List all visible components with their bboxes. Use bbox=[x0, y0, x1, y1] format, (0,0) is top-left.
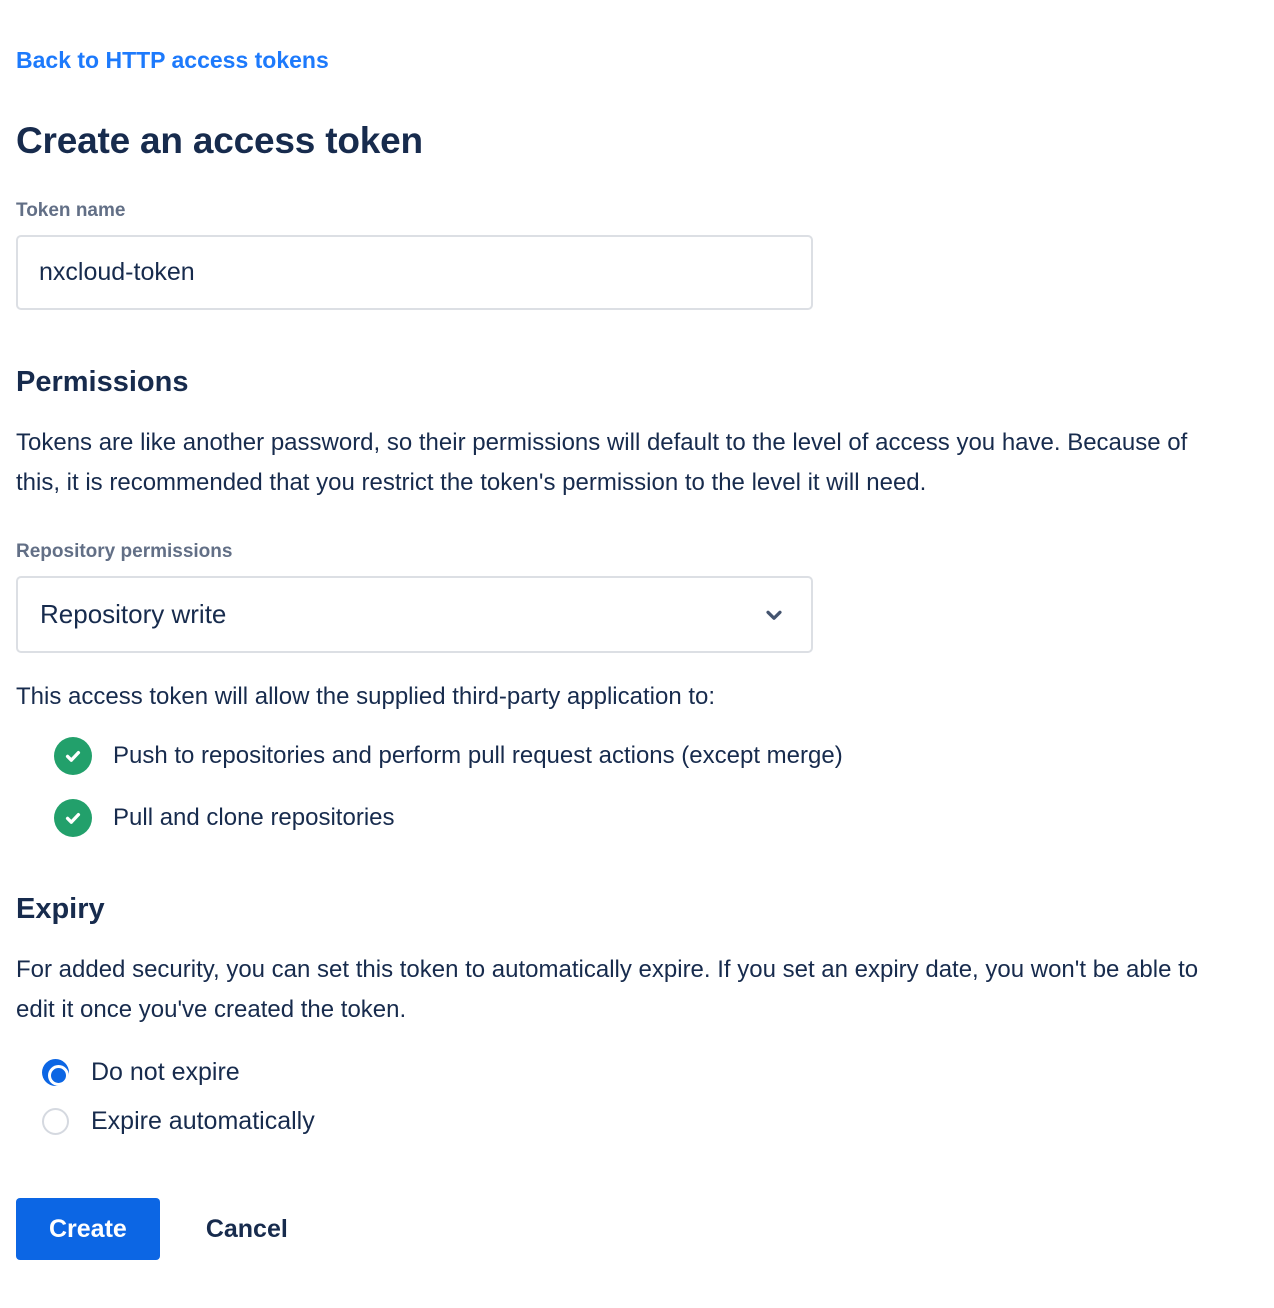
capability-label: Pull and clone repositories bbox=[113, 804, 395, 831]
expiry-heading: Expiry bbox=[16, 893, 105, 925]
page-title: Create an access token bbox=[16, 120, 423, 161]
permissions-description: Tokens are like another password, so their permissions will default to the level of access you have. Because of this, it is recommended that you restrict the token's permission to the level it will need. bbox=[16, 429, 1188, 496]
radio-label: Do not expire bbox=[91, 1058, 240, 1086]
radio-label: Expire automatically bbox=[91, 1107, 315, 1135]
chevron-down-icon bbox=[761, 602, 787, 628]
form-actions bbox=[16, 1198, 1258, 1260]
check-icon bbox=[54, 737, 92, 775]
repository-permissions-selected-value: Repository write bbox=[40, 599, 227, 629]
check-icon bbox=[54, 799, 92, 837]
radio-selected-icon[interactable] bbox=[42, 1059, 69, 1086]
repository-permissions-select[interactable] bbox=[16, 576, 813, 653]
expiry-description: For added security, you can set this token to automatically expire. If you set an expiry date, you won't be able to edit it once you've created the token. bbox=[16, 956, 1199, 1023]
capability-item-pull bbox=[16, 799, 1258, 837]
back-to-http-access-tokens-link[interactable]: Back to HTTP access tokens bbox=[16, 47, 329, 73]
capability-list bbox=[16, 737, 1258, 837]
token-name-input[interactable] bbox=[16, 235, 813, 310]
create-button[interactable]: Create bbox=[16, 1198, 160, 1260]
radio-unselected-icon[interactable] bbox=[42, 1108, 69, 1135]
token-capabilities-intro: This access token will allow the supplied third-party application to: bbox=[16, 683, 716, 710]
repository-permissions-label: Repository permissions bbox=[16, 541, 233, 562]
capability-label: Push to repositories and perform pull request actions (except merge) bbox=[113, 742, 843, 769]
capability-item-push bbox=[16, 737, 1258, 775]
expiry-radio-group bbox=[16, 1058, 1258, 1136]
radio-option-expire-automatically[interactable] bbox=[16, 1107, 1258, 1136]
permissions-heading: Permissions bbox=[16, 366, 189, 398]
cancel-button[interactable]: Cancel bbox=[200, 1198, 294, 1260]
token-name-label: Token name bbox=[16, 200, 126, 221]
radio-option-do-not-expire[interactable] bbox=[16, 1058, 1258, 1087]
